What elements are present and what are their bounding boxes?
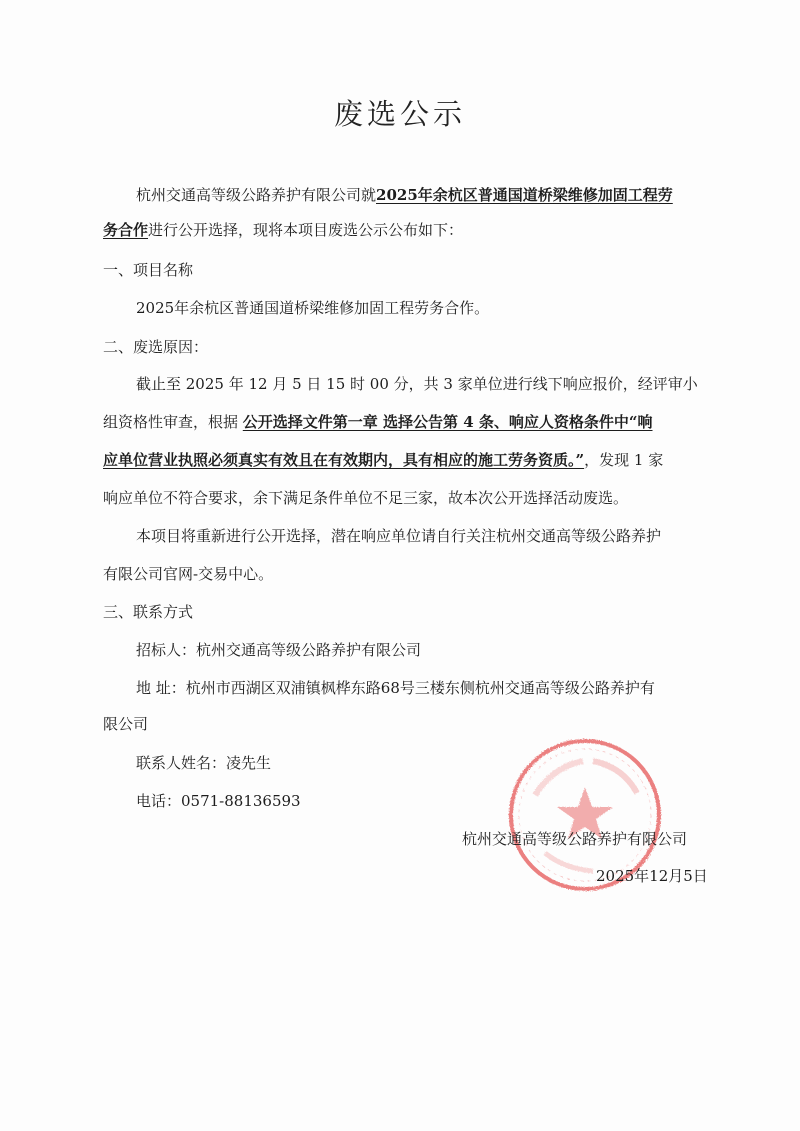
intro-line-2 <box>103 219 463 241</box>
section2-line1: 截止至 2025 年 12 月 5 日 15 时 00 分，共 3 家单位进行线下响应报价，经评审小 <box>136 375 698 393</box>
signature-company: 杭州交通高等级公路养护有限公司 <box>462 830 688 848</box>
address-line1: 地 址：杭州市西湖区双浦镇枫桦东路68号三楼东侧杭州交通高等级公路养护有 <box>136 679 655 697</box>
intro-line-1 <box>136 184 673 206</box>
page-title: 废选公示 <box>333 97 466 131</box>
intro-project-name-a: 2025年余杭区普通国道桥梁维修加固工程劳 <box>376 186 673 204</box>
intro-suffix: 进行公开选择，现将本项目废选公示公布如下： <box>148 221 464 239</box>
contact-name: 联系人姓名：凌先生 <box>136 754 272 772</box>
address-line2: 限公司 <box>103 715 149 733</box>
section1-heading: 一、项目名称 <box>103 261 194 279</box>
section2-quote-part2: 应单位营业执照必须真实有效且在有效期内，具有相应的施工劳务资质。” <box>103 451 585 469</box>
section1-body: 2025年余杭区普通国道桥梁维修加固工程劳务合作。 <box>136 299 490 317</box>
intro-prefix: 杭州交通高等级公路养护有限公司就 <box>136 186 377 204</box>
section2-line3-suffix: ，发现 1 家 <box>584 451 664 469</box>
section2-line2-prefix: 组资格性审查，根据 <box>103 413 243 431</box>
section2-para2-line2: 有限公司官网-交易中心。 <box>103 565 274 583</box>
tenderer: 招标人：杭州交通高等级公路养护有限公司 <box>136 641 422 659</box>
intro-project-name-b: 务合作 <box>103 221 149 239</box>
section2-line2 <box>103 411 653 433</box>
section2-para2-line1: 本项目将重新进行公开选择，潜在响应单位请自行关注杭州交通高等级公路养护 <box>136 527 662 545</box>
section2-line4: 响应单位不符合要求，余下满足条件单位不足三家，故本次公开选择活动废选。 <box>103 489 629 507</box>
section3-heading: 三、联系方式 <box>103 603 194 621</box>
phone: 电话：0571-88136593 <box>136 792 301 810</box>
signature-date: 2025年12月5日 <box>596 867 708 885</box>
section2-heading: 二、废选原因： <box>103 338 209 356</box>
section2-quote-part1: 公开选择文件第一章 选择公告第 4 条、响应人资格条件中“响 <box>242 413 653 431</box>
section2-line3 <box>103 449 663 471</box>
